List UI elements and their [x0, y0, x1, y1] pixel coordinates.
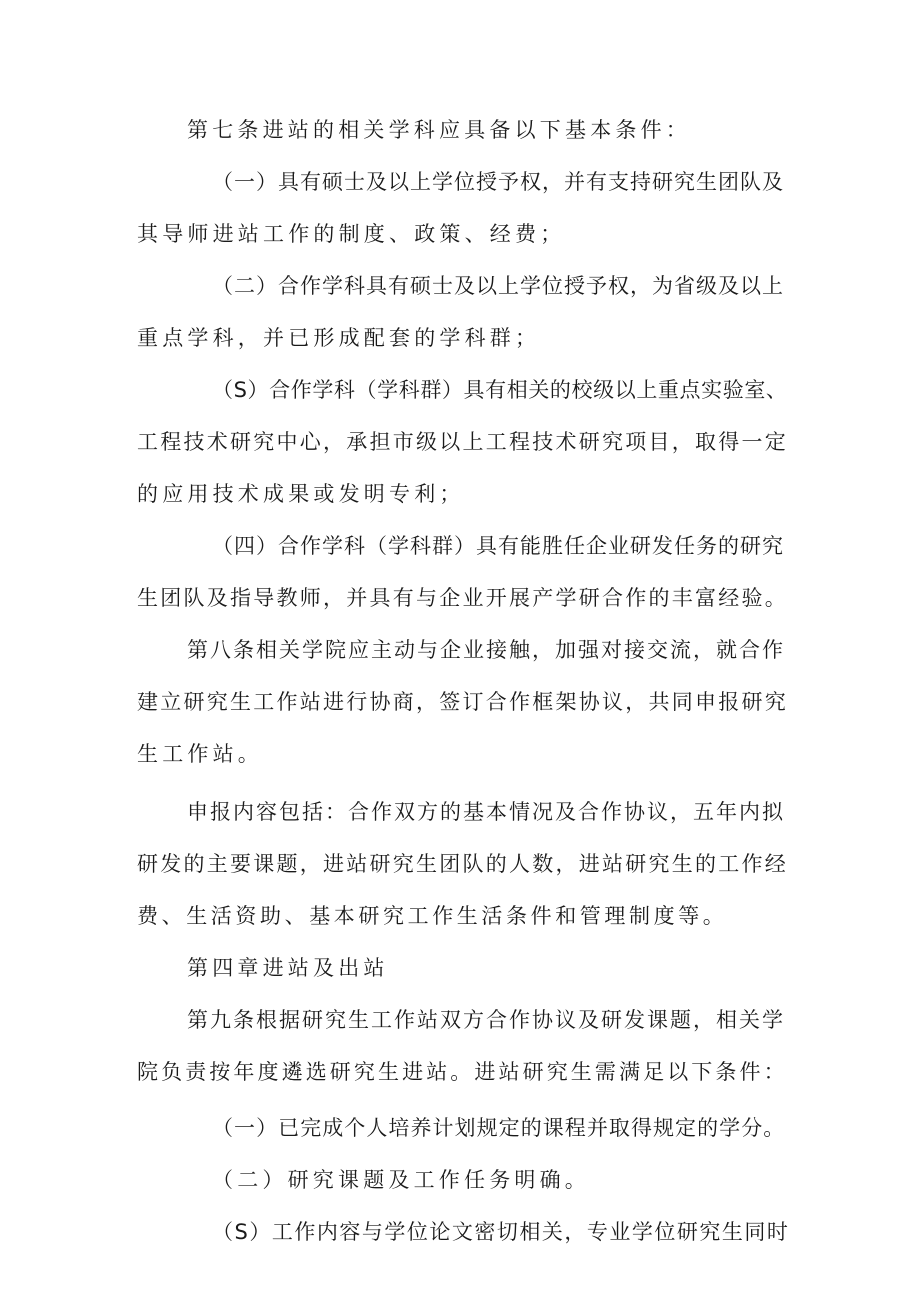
article-7-item-2-line-1: （二）合作学科具有硕士及以上学位授予权，为省级及以上 [212, 274, 784, 298]
application-contents-line-2: 研发的主要课题，进站研究生团队的人数，进站研究生的工作经 [137, 852, 788, 876]
article-9-item-3: （S）工作内容与学位论文密切相关，专业学位研究生同时 [212, 1220, 790, 1244]
chapter-4-heading: 第四章进站及出站 [187, 956, 389, 980]
article-7-item-2-line-2: 重点学科，并已形成配套的学科群； [137, 326, 541, 350]
article-9-line-2: 院负责按年度遴选研究生进站。进站研究生需满足以下条件： [137, 1060, 788, 1084]
article-7-item-4-line-1: （四）合作学科（学科群）具有能胜任企业研发任务的研究 [212, 534, 784, 558]
application-contents-line-3: 费、生活资助、基本研究工作生活条件和管理制度等。 [137, 904, 728, 928]
article-8-line-1: 第八条相关学院应主动与企业接触，加强对接交流，就合作 [187, 638, 785, 662]
application-contents-line-1: 申报内容包括：合作双方的基本情况及合作协议，五年内拟 [187, 800, 785, 824]
article-7-item-3-line-1: （S）合作学科（学科群）具有相关的校级以上重点实验室、 [212, 378, 788, 402]
article-9-item-1: （一）已完成个人培养计划规定的课程并取得规定的学分。 [212, 1116, 786, 1140]
article-9-item-2: （二）研究课题及工作任务明确。 [212, 1168, 590, 1192]
article-8-line-3: 生工作站。 [137, 742, 263, 766]
article-7-item-1-line-1: （一）具有硕士及以上学位授予权，并有支持研究生团队及 [212, 170, 784, 194]
article-7-item-4-line-2: 生团队及指导教师，并具有与企业开展产学研合作的丰富经验。 [137, 586, 788, 610]
article-7-item-3-line-2: 工程技术研究中心，承担市级以上工程技术研究项目，取得一定 [137, 430, 788, 454]
article-8-line-2: 建立研究生工作站进行协商，签订合作框架协议，共同申报研究 [137, 690, 788, 714]
article-7-line-1: 第七条进站的相关学科应具备以下基本条件： [187, 118, 691, 142]
article-7-item-3-line-3: 的应用技术成果或发明专利； [137, 482, 465, 506]
article-9-line-1: 第九条根据研究生工作站双方合作协议及研发课题，相关学 [187, 1008, 785, 1032]
article-7-item-1-line-2: 其导师进站工作的制度、政策、经费； [137, 222, 566, 246]
